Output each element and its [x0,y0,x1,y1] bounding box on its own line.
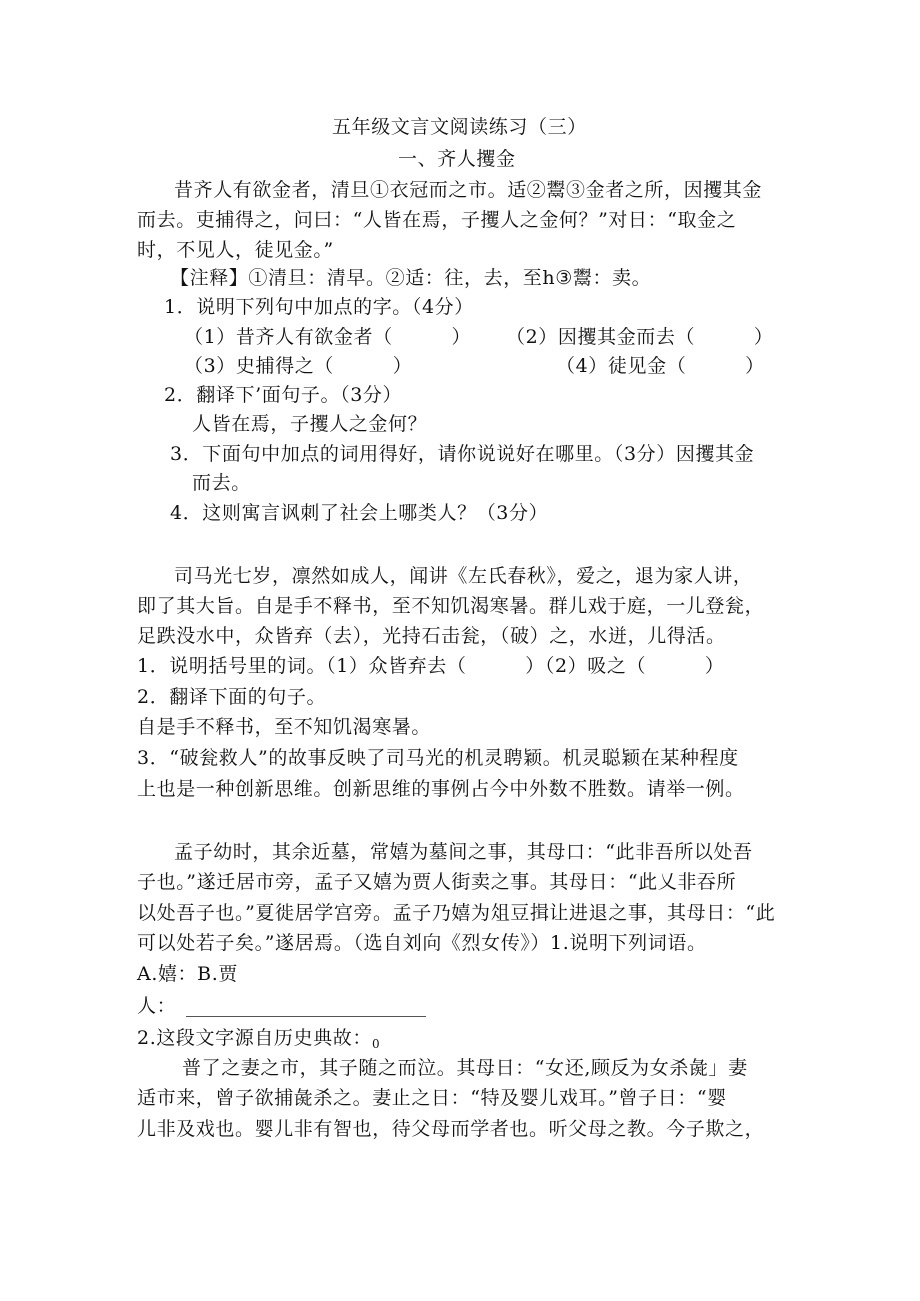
section1-passage-line: 时，不见人，徒见金。” [137,239,334,261]
section3-question-2-mark: 0 [371,1037,381,1051]
section3-passage-line: 以处吾子也。”夏徙居学宫旁。孟子乃嬉为俎豆揖让进退之事，其母日：“此 [137,902,776,924]
section1-note: 【注释】①清旦：清早。②适：往，去，至h③鬻：卖。 [170,267,652,289]
section3-question-2 [137,1024,380,1058]
section2-q2-sentence: 自是手不释书，至不知饥渴寒暑。 [137,716,432,738]
section1-q1-item: （4）徒见金（ ） [556,355,765,377]
section1-question-4: 4．这则寓言讽刺了社会上哪类人？（3分） [170,502,549,524]
section3-passage-line: 可以处若子矣。”遂居焉。（选自刘向《烈女传》）1.说明下列词语。 [137,932,707,954]
section2-question-1: 1．说明括号里的词。（1）众皆弃去（ ）（2）吸之（ ） [137,655,725,677]
section1-passage-line: 而去。吏捕得之，问曰：“人皆在焉，子攫人之金何？”对日：“取金之 [137,209,737,231]
section2-passage-line: 即了其大旨。自是手不释书，至不知饥渴寒暑。群儿戏于庭，一儿登瓮， [137,595,765,617]
section1-passage-line: 昔齐人有欲金者，清旦①衣冠而之市。适②鬻③金者之所，因攫其金 [174,179,763,201]
section3-passage-line: 孟子幼时，其余近墓，常嬉为墓间之事，其母口：“此非吾所以处吾 [174,841,753,863]
section4-passage-line: 适市来，曾子欲捕彘杀之。妻止之日：“特及婴儿戏耳。”曾子日：“婴 [137,1087,727,1109]
section1-q1-item: （1）昔齐人有欲金者（ ） [184,326,472,348]
section3-question-1-b: 人： [137,995,177,1017]
section2-question-3: 3．“破瓮救人”的故事反映了司马光的机灵聘颖。机灵聪颖在某种程度 [137,747,739,769]
section1-q1-item: （3）史捕得之（ ） [184,355,413,377]
section3-passage-line: 子也。”遂迁居市旁，孟子又嬉为贾人街卖之事。其母日：“此乂非吞所 [137,871,737,893]
section4-passage-line: 儿非及戏也。婴儿非有智也，待父母而学者也。听父母之教。今子欺之， [137,1118,765,1140]
section1-heading: 一、齐人攫金 [398,148,516,170]
section4-passage-line: 普了之妻之市，其子随之而泣。其母日：“女还,顾反为女杀彘」妻 [182,1057,748,1079]
section2-question-2: 2．翻译下面的句子。 [137,686,327,708]
section1-q1-item: （2）因攫其金而去（ ） [506,326,774,348]
answer-blank-line [186,1016,426,1017]
section1-question-3-cont: 而去。 [192,472,251,494]
section1-q2-sentence: 人皆在焉，子攫人之金何？ [192,413,428,435]
section1-question-2: 2．翻译下’面句子。（3分） [164,384,403,406]
section1-question-3: 3．下面句中加点的词用得好，请你说说好在哪里。（3分）因攫其金 [170,443,755,465]
section2-passage-line: 司马光七岁，凛然如成人，闻讲《左氏春秋》，爱之，退为家人讲， [174,565,753,587]
section2-passage-line: 足跌没水中，众皆弃（去），光持石击瓮，（破）之，水迸，儿得活。 [137,625,726,647]
section1-question-1: 1．说明下列句中加点的字。（4分） [164,296,474,318]
page-title: 五年级文言文阅读练习（三） [332,116,587,138]
section3-question-1-a: A.嬉：B.贾 [137,963,238,985]
section3-question-2-text: 2.这段文字源自历史典故： [137,1027,372,1049]
section2-question-3-cont: 上也是一种创新思维。创新思维的事例占今中外数不胜数。请举一例。 [137,778,745,800]
